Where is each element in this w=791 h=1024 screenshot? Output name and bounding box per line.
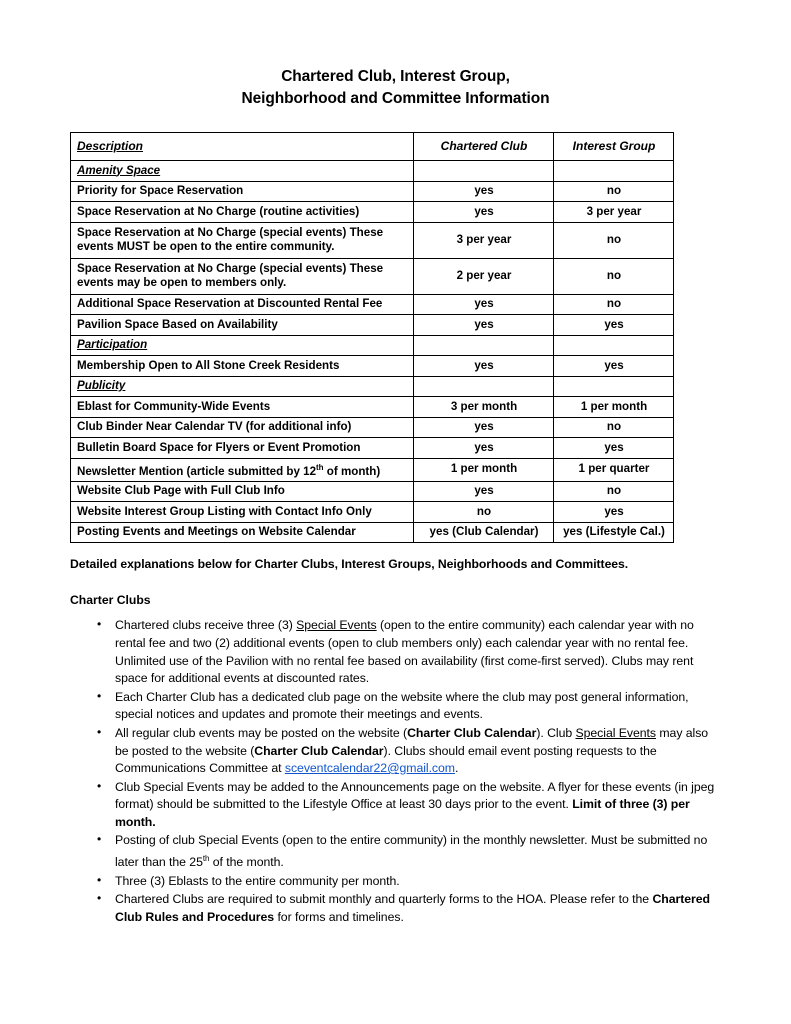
- row-value-interest-group: 3 per year: [554, 202, 674, 223]
- special-events-underlined: Special Events: [575, 725, 656, 740]
- table-row: [71, 458, 674, 481]
- row-value-chartered-club: yes: [414, 356, 554, 377]
- row-description: Club Binder Near Calendar TV (for additional info): [71, 417, 414, 438]
- row-description: Priority for Space Reservation: [71, 181, 414, 202]
- row-value-interest-group: 1 per month: [554, 397, 674, 418]
- section-blank-ig: [554, 376, 674, 397]
- detailed-explanations-line: Detailed explanations below for Charter Clubs, Interest Groups, Neighborhoods and Committees.: [70, 557, 629, 572]
- row-value-chartered-club: 3 per month: [414, 397, 554, 418]
- row-value-chartered-club: yes: [414, 481, 554, 502]
- row-description: Website Club Page with Full Club Info: [71, 481, 414, 502]
- table-row: [71, 202, 674, 223]
- row-value-interest-group: no: [554, 222, 674, 258]
- ordinal-suffix: th: [316, 462, 324, 472]
- table-row: [71, 481, 674, 502]
- row-value-chartered-club: yes (Club Calendar): [414, 522, 554, 543]
- row-description-with-note: [71, 258, 414, 294]
- page-title-line1: Chartered Club, Interest Group,: [281, 68, 510, 85]
- email-link[interactable]: sceventcalendar22@gmail.com: [284, 761, 455, 776]
- table-row: [71, 258, 674, 294]
- table-row: [71, 417, 674, 438]
- ordinal-suffix: th: [202, 854, 210, 864]
- row-value-chartered-club: 2 per year: [414, 258, 554, 294]
- club-comparison-table: [70, 132, 674, 543]
- page-title: [0, 0, 791, 110]
- list-item: • Chartered Clubs are required to submit monthly and quarterly forms to the HOA. Please refer to the Chartered Club Rules and Procedures for forms and timelines.: [115, 891, 721, 927]
- row-description-with-note: [71, 222, 414, 258]
- section-blank-cc: [414, 161, 554, 182]
- list-item: • Club Special Events may be added to the Announcements page on the website. A flyer for these events (in jpeg format) should be submitted to the Lifestyle Office at least 30 days prior to the event. Limit of three (3) per month.: [115, 779, 721, 833]
- table-row: [71, 294, 674, 315]
- row-description: Website Interest Group Listing with Contact Info Only: [71, 502, 414, 523]
- row-value-interest-group: yes: [554, 356, 674, 377]
- table-section-row-amenity-space: [71, 161, 674, 182]
- row-value-interest-group: yes: [554, 315, 674, 336]
- table-section-row-participation: [71, 335, 674, 356]
- row-description-note: These events MUST be open to the entire community.: [77, 225, 384, 253]
- row-description: Bulletin Board Space for Flyers or Event Promotion: [71, 438, 414, 459]
- special-events-underlined: Special Events: [296, 618, 377, 633]
- section-blank-ig: [554, 335, 674, 356]
- row-description: Space Reservation at No Charge (special events): [77, 261, 347, 275]
- table-row: [71, 222, 674, 258]
- row-value-chartered-club: yes: [414, 181, 554, 202]
- section-blank-cc: [414, 376, 554, 397]
- row-value-interest-group: yes: [554, 438, 674, 459]
- row-description: Membership Open to All Stone Creek Residents: [71, 356, 414, 377]
- row-value-interest-group: 1 per quarter: [554, 458, 674, 481]
- page-title-line2: Neighborhood and Committee Information: [241, 90, 550, 107]
- table-row: [71, 522, 674, 543]
- row-value-interest-group: yes (Lifestyle Cal.): [554, 522, 674, 543]
- row-value-chartered-club: no: [414, 502, 554, 523]
- row-value-interest-group: no: [554, 258, 674, 294]
- list-item: • Posting of club Special Events (open to the entire community) in the monthly newsletter. Must be submitted no later than the 25th of the month.: [115, 832, 721, 872]
- row-value-chartered-club: 3 per year: [414, 222, 554, 258]
- row-description-newsletter: Newsletter Mention (article submitted by 12th of month): [71, 458, 414, 481]
- row-description: Additional Space Reservation at Discounted Rental Fee: [71, 294, 414, 315]
- row-description: Space Reservation at No Charge (routine activities): [71, 202, 414, 223]
- charter-clubs-bullet-list: [0, 608, 791, 927]
- row-value-interest-group: no: [554, 294, 674, 315]
- section-blank-cc: [414, 335, 554, 356]
- table-row: [71, 315, 674, 336]
- charter-club-calendar-bold: Charter Club Calendar: [407, 725, 537, 740]
- limit-notice-bold: Limit of three (3) per month.: [115, 797, 690, 829]
- column-header-chartered-club: Chartered Club: [414, 133, 554, 161]
- row-description-note: These events may be open to members only.: [77, 261, 384, 289]
- row-value-chartered-club: 1 per month: [414, 458, 554, 481]
- row-value-chartered-club: yes: [414, 438, 554, 459]
- charter-club-calendar-bold: Charter Club Calendar: [254, 743, 384, 758]
- column-header-interest-group: Interest Group: [554, 133, 674, 161]
- rules-and-procedures-bold: Chartered Club Rules and Procedures: [115, 892, 710, 924]
- row-value-interest-group: yes: [554, 502, 674, 523]
- table-section-row-publicity: [71, 376, 674, 397]
- list-item: • Chartered clubs receive three (3) Special Events (open to the entire community) each calendar year with no rental fee and two (2) additional events (open to club members only) each calendar year with no rental fee. Unlimited use of the Pavilion with no rental fee based on availability (first come-first served). Clubs may rent space for additional events at discounted rates.: [115, 617, 721, 688]
- table-header-row: [71, 133, 674, 161]
- section-label-publicity: Publicity: [71, 376, 414, 397]
- table-row: [71, 397, 674, 418]
- table-row: [71, 438, 674, 459]
- row-value-chartered-club: yes: [414, 417, 554, 438]
- list-item: • All regular club events may be posted on the website (Charter Club Calendar). Club Special Events may also be posted to the website (Charter Club Calendar). Clubs should email event posting requests to the Communications Committee at sceventcalendar22@gmail.com.: [115, 725, 721, 779]
- section-blank-ig: [554, 161, 674, 182]
- row-description: Pavilion Space Based on Availability: [71, 315, 414, 336]
- table-row: [71, 356, 674, 377]
- row-description: Eblast for Community-Wide Events: [71, 397, 414, 418]
- row-value-interest-group: no: [554, 481, 674, 502]
- comparison-table-wrapper: [0, 110, 791, 543]
- section-label-amenity-space: Amenity Space: [71, 161, 414, 182]
- row-description: Posting Events and Meetings on Website Calendar: [71, 522, 414, 543]
- table-row: [71, 181, 674, 202]
- row-value-chartered-club: yes: [414, 202, 554, 223]
- row-value-interest-group: no: [554, 417, 674, 438]
- row-value-chartered-club: yes: [414, 315, 554, 336]
- section-heading-charter-clubs: Charter Clubs: [70, 593, 151, 608]
- row-value-interest-group: no: [554, 181, 674, 202]
- row-description: Space Reservation at No Charge (special events): [77, 225, 347, 239]
- column-header-description: Description: [71, 133, 414, 161]
- table-row: [71, 502, 674, 523]
- list-item: • Three (3) Eblasts to the entire community per month.: [115, 873, 721, 892]
- row-value-chartered-club: yes: [414, 294, 554, 315]
- section-label-participation: Participation: [71, 335, 414, 356]
- list-item: • Each Charter Club has a dedicated club page on the website where the club may post general information, special notices and updates and promote their meetings and events.: [115, 689, 721, 725]
